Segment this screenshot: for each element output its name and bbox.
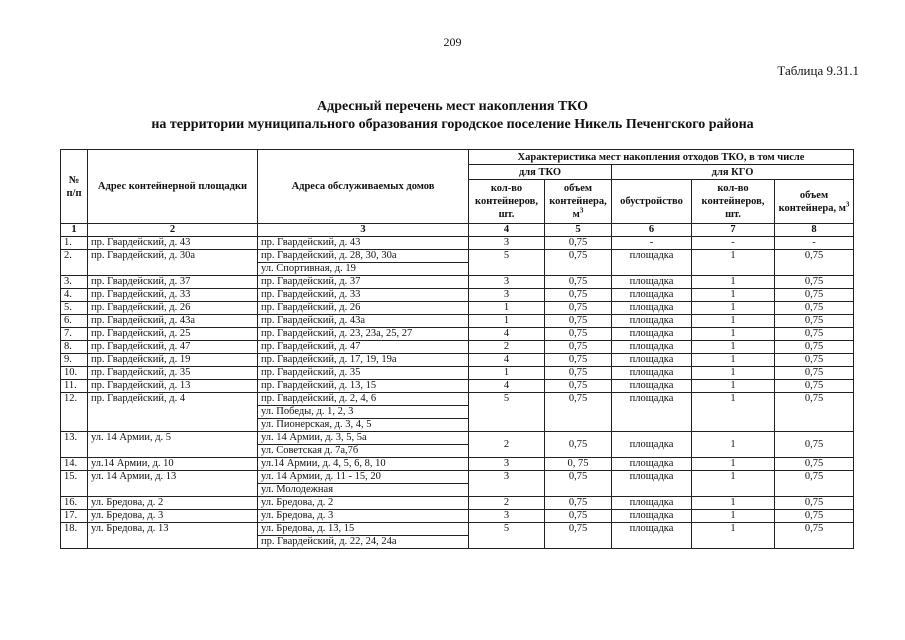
arrangement: площадка bbox=[612, 510, 692, 523]
column-number-row bbox=[61, 224, 854, 237]
served-address: ул. Бредова, д. 13, 15 bbox=[258, 523, 469, 536]
row-number: 2. bbox=[61, 250, 88, 276]
site-address: пр. Гвардейский, д. 47 bbox=[88, 341, 258, 354]
table-row bbox=[61, 432, 854, 445]
tko-count: 1 bbox=[469, 315, 545, 328]
tko-count: 5 bbox=[469, 523, 545, 549]
table-row bbox=[61, 497, 854, 510]
kgo-count: 1 bbox=[692, 380, 775, 393]
tko-count: 1 bbox=[469, 367, 545, 380]
tko-count: 4 bbox=[469, 328, 545, 341]
table-row bbox=[61, 523, 854, 536]
kgo-count: 1 bbox=[692, 510, 775, 523]
site-address: пр. Гвардейский, д. 37 bbox=[88, 276, 258, 289]
row-number: 13. bbox=[61, 432, 88, 458]
arrangement: площадка bbox=[612, 315, 692, 328]
kgo-volume: 0,75 bbox=[775, 328, 854, 341]
kgo-volume: 0,75 bbox=[775, 523, 854, 549]
tko-count: 5 bbox=[469, 250, 545, 276]
header-kgo-volume-text: объем контейнера, м bbox=[778, 189, 846, 214]
site-address: пр. Гвардейский, д. 35 bbox=[88, 367, 258, 380]
tko-volume: 0, 75 bbox=[545, 458, 612, 471]
tko-volume: 0,75 bbox=[545, 380, 612, 393]
site-address: пр. Гвардейский, д. 43 bbox=[88, 237, 258, 250]
tko-volume: 0,75 bbox=[545, 497, 612, 510]
arrangement: - bbox=[612, 237, 692, 250]
kgo-count: 1 bbox=[692, 497, 775, 510]
col-number: 5 bbox=[545, 224, 612, 237]
kgo-count: 1 bbox=[692, 471, 775, 497]
arrangement: площадка bbox=[612, 354, 692, 367]
kgo-volume: 0,75 bbox=[775, 393, 854, 432]
row-number: 18. bbox=[61, 523, 88, 549]
tko-count: 4 bbox=[469, 380, 545, 393]
table-row bbox=[61, 328, 854, 341]
table-body bbox=[61, 224, 854, 549]
col-number: 7 bbox=[692, 224, 775, 237]
tko-count: 3 bbox=[469, 471, 545, 497]
header-kgo-volume bbox=[775, 180, 854, 224]
served-address: ул. Победы, д. 1, 2, 3 bbox=[258, 406, 469, 419]
served-address: пр. Гвардейский, д. 47 bbox=[258, 341, 469, 354]
site-address: пр. Гвардейский, д. 13 bbox=[88, 380, 258, 393]
kgo-volume: 0,75 bbox=[775, 315, 854, 328]
row-number: 14. bbox=[61, 458, 88, 471]
served-address: ул. Молодежная bbox=[258, 484, 469, 497]
arrangement: площадка bbox=[612, 341, 692, 354]
served-address: пр. Гвардейский, д. 43 bbox=[258, 237, 469, 250]
row-number: 1. bbox=[61, 237, 88, 250]
served-address: пр. Гвардейский, д. 33 bbox=[258, 289, 469, 302]
kgo-count: 1 bbox=[692, 523, 775, 549]
tko-volume: 0,75 bbox=[545, 354, 612, 367]
header-address: Адрес контейнерной площадки bbox=[88, 150, 258, 224]
site-address: пр. Гвардейский, д. 43а bbox=[88, 315, 258, 328]
site-address: пр. Гвардейский, д. 19 bbox=[88, 354, 258, 367]
page-number: 209 bbox=[443, 35, 462, 49]
document-title bbox=[0, 98, 905, 134]
row-number: 7. bbox=[61, 328, 88, 341]
row-number: 15. bbox=[61, 471, 88, 497]
kgo-volume: 0,75 bbox=[775, 458, 854, 471]
arrangement: площадка bbox=[612, 367, 692, 380]
arrangement: площадка bbox=[612, 328, 692, 341]
served-address: пр. Гвардейский, д. 43а bbox=[258, 315, 469, 328]
kgo-volume: 0,75 bbox=[775, 497, 854, 510]
tko-volume: 0,75 bbox=[545, 432, 612, 458]
tko-count: 3 bbox=[469, 276, 545, 289]
row-number: 10. bbox=[61, 367, 88, 380]
kgo-volume: 0,75 bbox=[775, 302, 854, 315]
arrangement: площадка bbox=[612, 497, 692, 510]
tko-count: 2 bbox=[469, 341, 545, 354]
tko-volume: 0,75 bbox=[545, 315, 612, 328]
kgo-volume: 0,75 bbox=[775, 380, 854, 393]
tko-volume: 0,75 bbox=[545, 302, 612, 315]
kgo-count: 1 bbox=[692, 250, 775, 276]
row-number: 9. bbox=[61, 354, 88, 367]
tko-count: 3 bbox=[469, 458, 545, 471]
arrangement: площадка bbox=[612, 471, 692, 497]
kgo-volume: 0,75 bbox=[775, 367, 854, 380]
row-number: 5. bbox=[61, 302, 88, 315]
tko-count: 3 bbox=[469, 510, 545, 523]
header-kgo-count: кол-во контейнеров, шт. bbox=[692, 180, 775, 224]
served-address: пр. Гвардейский, д. 28, 30, 30а bbox=[258, 250, 469, 263]
served-address: ул. Пионерская, д. 3, 4, 5 bbox=[258, 419, 469, 432]
tko-volume: 0,75 bbox=[545, 523, 612, 549]
table-row bbox=[61, 510, 854, 523]
served-address: ул. 14 Армии, д. 11 - 15, 20 bbox=[258, 471, 469, 484]
site-address: пр. Гвардейский, д. 30а bbox=[88, 250, 258, 276]
table-row bbox=[61, 237, 854, 250]
col-number: 1 bbox=[61, 224, 88, 237]
served-address: ул. Бредова, д. 3 bbox=[258, 510, 469, 523]
row-number: 8. bbox=[61, 341, 88, 354]
tko-count: 5 bbox=[469, 393, 545, 432]
kgo-volume: 0,75 bbox=[775, 250, 854, 276]
arrangement: площадка bbox=[612, 302, 692, 315]
served-address: ул.14 Армии, д. 4, 5, 6, 8, 10 bbox=[258, 458, 469, 471]
kgo-count: 1 bbox=[692, 341, 775, 354]
kgo-count: 1 bbox=[692, 315, 775, 328]
served-address: пр. Гвардейский, д. 17, 19, 19а bbox=[258, 354, 469, 367]
header-arrangement: обустройство bbox=[612, 180, 692, 224]
table-row bbox=[61, 276, 854, 289]
site-address: ул. 14 Армии, д. 5 bbox=[88, 432, 258, 458]
tko-volume: 0,75 bbox=[545, 328, 612, 341]
arrangement: площадка bbox=[612, 432, 692, 458]
kgo-count: 1 bbox=[692, 458, 775, 471]
table-row bbox=[61, 315, 854, 328]
table-row bbox=[61, 367, 854, 380]
served-address: пр. Гвардейский, д. 35 bbox=[258, 367, 469, 380]
kgo-count: 1 bbox=[692, 432, 775, 458]
kgo-count: 1 bbox=[692, 393, 775, 432]
row-number: 12. bbox=[61, 393, 88, 432]
tko-volume: 0,75 bbox=[545, 250, 612, 276]
kgo-volume: 0,75 bbox=[775, 276, 854, 289]
kgo-count: 1 bbox=[692, 354, 775, 367]
title-line-1: Адресный перечень мест накопления ТКО bbox=[317, 99, 588, 114]
header-count: кол-во контейнеров, шт. bbox=[469, 180, 545, 224]
col-number: 6 bbox=[612, 224, 692, 237]
table-row bbox=[61, 393, 854, 406]
served-address: ул. Спортивная, д. 19 bbox=[258, 263, 469, 276]
kgo-volume: - bbox=[775, 237, 854, 250]
arrangement: площадка bbox=[612, 523, 692, 549]
served-address: пр. Гвардейский, д. 2, 4, 6 bbox=[258, 393, 469, 406]
arrangement: площадка bbox=[612, 276, 692, 289]
tko-volume: 0,75 bbox=[545, 393, 612, 432]
row-number: 3. bbox=[61, 276, 88, 289]
tko-volume: 0,75 bbox=[545, 341, 612, 354]
tko-volume: 0,75 bbox=[545, 510, 612, 523]
served-address: ул. Бредова, д. 2 bbox=[258, 497, 469, 510]
header-volume-sup: 3 bbox=[579, 206, 584, 215]
row-number: 11. bbox=[61, 380, 88, 393]
header-characteristic: Характеристика мест накопления отходов ТКО, в том числе bbox=[469, 150, 854, 165]
kgo-count: 1 bbox=[692, 328, 775, 341]
tko-count: 2 bbox=[469, 432, 545, 458]
site-address: пр. Гвардейский, д. 25 bbox=[88, 328, 258, 341]
table-row bbox=[61, 289, 854, 302]
tko-count: 1 bbox=[469, 302, 545, 315]
tko-volume: 0,75 bbox=[545, 289, 612, 302]
col-number: 3 bbox=[258, 224, 469, 237]
header-kgo: для КГО bbox=[612, 165, 854, 180]
served-address: ул. 14 Армии, д. 3, 5, 5а bbox=[258, 432, 469, 445]
row-number: 16. bbox=[61, 497, 88, 510]
header-served: Адреса обслуживаемых домов bbox=[258, 150, 469, 224]
tko-count: 2 bbox=[469, 497, 545, 510]
served-address: пр. Гвардейский, д. 22, 24, 24а bbox=[258, 536, 469, 549]
kgo-count: 1 bbox=[692, 302, 775, 315]
row-number: 6. bbox=[61, 315, 88, 328]
site-address: пр. Гвардейский, д. 4 bbox=[88, 393, 258, 432]
kgo-volume: 0,75 bbox=[775, 510, 854, 523]
kgo-volume: 0,75 bbox=[775, 432, 854, 458]
tko-count: 4 bbox=[469, 354, 545, 367]
header-volume bbox=[545, 180, 612, 224]
arrangement: площадка bbox=[612, 393, 692, 432]
arrangement: площадка bbox=[612, 380, 692, 393]
table-row bbox=[61, 380, 854, 393]
site-address: ул. Бредова, д. 3 bbox=[88, 510, 258, 523]
served-address: пр. Гвардейский, д. 23, 23а, 25, 27 bbox=[258, 328, 469, 341]
kgo-volume: 0,75 bbox=[775, 289, 854, 302]
served-address: пр. Гвардейский, д. 13, 15 bbox=[258, 380, 469, 393]
tko-volume: 0,75 bbox=[545, 276, 612, 289]
kgo-volume: 0,75 bbox=[775, 471, 854, 497]
col-number: 2 bbox=[88, 224, 258, 237]
tko-count: 3 bbox=[469, 289, 545, 302]
served-address: пр. Гвардейский, д. 26 bbox=[258, 302, 469, 315]
header-volume-text: объем контейнера, м bbox=[549, 183, 607, 220]
table-row bbox=[61, 250, 854, 263]
table-row bbox=[61, 471, 854, 484]
row-number: 17. bbox=[61, 510, 88, 523]
waste-sites-table bbox=[60, 149, 854, 549]
site-address: пр. Гвардейский, д. 33 bbox=[88, 289, 258, 302]
tko-volume: 0,75 bbox=[545, 237, 612, 250]
col-number: 4 bbox=[469, 224, 545, 237]
tko-volume: 0,75 bbox=[545, 471, 612, 497]
header-tko: для ТКО bbox=[469, 165, 612, 180]
kgo-count: 1 bbox=[692, 367, 775, 380]
site-address: пр. Гвардейский, д. 26 bbox=[88, 302, 258, 315]
row-number: 4. bbox=[61, 289, 88, 302]
kgo-count: 1 bbox=[692, 289, 775, 302]
kgo-count: 1 bbox=[692, 276, 775, 289]
header-num: № п/п bbox=[61, 150, 88, 224]
table-label: Таблица 9.31.1 bbox=[777, 63, 859, 78]
arrangement: площадка bbox=[612, 250, 692, 276]
kgo-volume: 0,75 bbox=[775, 341, 854, 354]
site-address: ул. Бредова, д. 2 bbox=[88, 497, 258, 510]
arrangement: площадка bbox=[612, 289, 692, 302]
tko-volume: 0,75 bbox=[545, 367, 612, 380]
table-row bbox=[61, 458, 854, 471]
site-address: ул. Бредова, д. 13 bbox=[88, 523, 258, 549]
table-row bbox=[61, 341, 854, 354]
table-row bbox=[61, 354, 854, 367]
table-row bbox=[61, 302, 854, 315]
site-address: ул. 14 Армии, д. 13 bbox=[88, 471, 258, 497]
col-number: 8 bbox=[775, 224, 854, 237]
kgo-volume: 0,75 bbox=[775, 354, 854, 367]
tko-count: 3 bbox=[469, 237, 545, 250]
header-kgo-volume-sup: 3 bbox=[845, 200, 850, 208]
served-address: пр. Гвардейский, д. 37 bbox=[258, 276, 469, 289]
arrangement: площадка bbox=[612, 458, 692, 471]
served-address: ул. Советская д. 7а,7б bbox=[258, 445, 469, 458]
title-line-2: на территории муниципального образования городское поселение Никель Печенгского района bbox=[151, 117, 754, 132]
site-address: ул.14 Армии, д. 10 bbox=[88, 458, 258, 471]
kgo-count: - bbox=[692, 237, 775, 250]
